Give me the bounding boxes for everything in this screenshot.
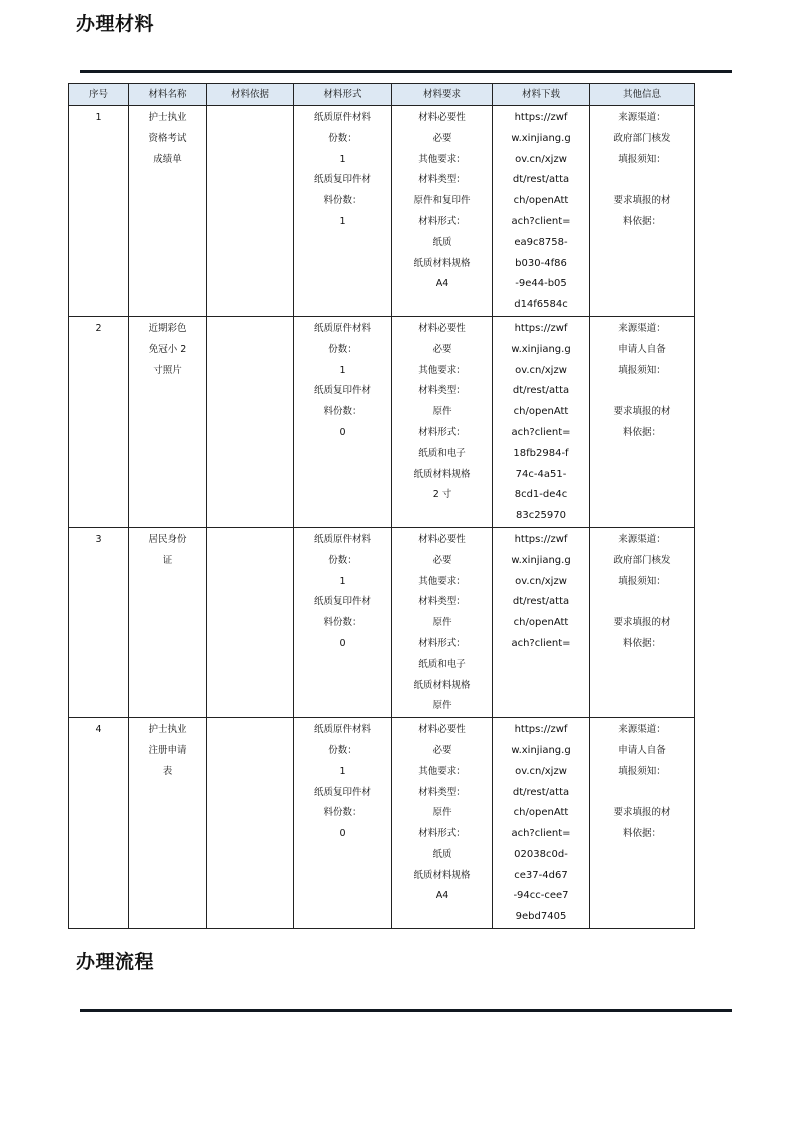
material-requirement-line: 材料形式：: [418, 426, 466, 438]
material-other-line: 要求填报的材: [613, 617, 671, 629]
material-name-line: 证: [162, 554, 173, 566]
material-requirement-line: 材料类型：: [418, 174, 466, 186]
material-other-line: 料依据：: [622, 215, 661, 227]
material-requirement-line: 材料必要性: [418, 724, 466, 736]
material-download-line[interactable]: ach?client=: [511, 828, 571, 840]
material-download-line[interactable]: w.xinjiang.g: [511, 343, 571, 355]
material-download-line[interactable]: d14f6584c: [514, 299, 568, 311]
material-form-line: 份数：: [328, 744, 357, 756]
material-download-line[interactable]: ch/openAtt: [513, 406, 569, 418]
material-form-line: 1: [339, 364, 346, 376]
material-form-line: 纸质原件材料: [313, 322, 371, 334]
material-download-line[interactable]: ach?client=: [511, 637, 571, 649]
material-requirement-line: A4: [435, 890, 449, 902]
material-download-line[interactable]: ov.cn/xjzw: [515, 364, 567, 376]
name-cell: [129, 316, 207, 527]
other-cell: [590, 527, 695, 717]
row-index: 4: [95, 724, 102, 736]
material-download-line[interactable]: ch/openAtt: [513, 195, 569, 207]
material-form-line: 0: [339, 637, 346, 649]
material-requirement-line: 材料类型：: [418, 385, 466, 397]
material-other-line: [590, 592, 694, 613]
material-download-line[interactable]: -94cc-cee7: [513, 890, 569, 902]
material-form-line: 1: [339, 575, 346, 587]
material-download-line[interactable]: https://zwf: [514, 533, 568, 545]
material-requirement-line: 材料类型：: [418, 596, 466, 608]
material-requirement-line: 其他要求：: [418, 153, 466, 165]
requirements-cell: [392, 718, 493, 929]
material-name-line: 注册申请: [148, 744, 187, 756]
material-download-line[interactable]: -9e44-b05: [515, 278, 567, 290]
material-other-line: 来源渠道：: [618, 533, 666, 545]
material-requirement-line: A4: [435, 278, 449, 290]
material-download-line[interactable]: w.xinjiang.g: [511, 132, 571, 144]
basis-cell: [207, 718, 294, 929]
form-cell: [294, 316, 392, 527]
form-cell: [294, 106, 392, 317]
material-form-line: 1: [339, 765, 346, 777]
material-form-line: 纸质原件材料: [313, 112, 371, 123]
table-row: [69, 718, 695, 929]
material-requirement-line: 材料必要性: [418, 112, 466, 123]
material-requirement-line: 纸质和电子: [418, 447, 466, 459]
material-download-line[interactable]: ch/openAtt: [513, 807, 569, 819]
download-cell[interactable]: [493, 718, 590, 929]
material-other-line: [590, 783, 694, 804]
material-other-line: 填报须知：: [618, 153, 666, 165]
material-download-line[interactable]: ea9c8758-: [514, 236, 568, 248]
material-name-line: 成绩单: [153, 153, 182, 165]
basis-cell: [207, 316, 294, 527]
download-cell[interactable]: [493, 316, 590, 527]
material-requirement-line: 纸质: [432, 848, 452, 860]
material-other-line: 要求填报的材: [613, 195, 671, 207]
material-form-line: 料份数：: [323, 195, 362, 207]
material-requirement-line: 必要: [432, 132, 452, 144]
material-requirement-line: 原件: [432, 617, 452, 629]
column-header-form: 材料形式: [294, 84, 392, 106]
row-index-cell: [69, 718, 129, 929]
column-header-index: 序号: [69, 84, 129, 106]
material-other-line: 来源渠道：: [618, 724, 666, 736]
name-cell: [129, 527, 207, 717]
material-requirement-line: 其他要求：: [418, 575, 466, 587]
row-index-cell: [69, 316, 129, 527]
download-cell[interactable]: [493, 106, 590, 317]
table-row: [69, 527, 695, 717]
download-cell[interactable]: [493, 527, 590, 717]
material-form-line: 0: [339, 828, 346, 840]
row-index-cell: [69, 527, 129, 717]
material-download-line[interactable]: b030-4f86: [515, 257, 567, 269]
material-other-line: 来源渠道：: [618, 112, 666, 123]
row-index: 1: [95, 112, 102, 123]
material-other-line: 料依据：: [622, 426, 661, 438]
material-other-line: 来源渠道：: [618, 322, 666, 334]
material-other-line: 料依据：: [622, 637, 661, 649]
material-download-line[interactable]: dt/rest/atta: [512, 385, 570, 397]
material-other-line: 填报须知：: [618, 364, 666, 376]
section-divider: [80, 1009, 732, 1012]
material-requirement-line: 纸质: [432, 236, 452, 248]
material-requirement-line: 必要: [432, 554, 452, 566]
material-download-line[interactable]: ov.cn/xjzw: [515, 765, 567, 777]
material-form-line: 纸质复印件材: [313, 385, 371, 397]
material-requirement-line: 纸质材料规格: [413, 679, 471, 691]
material-other-line: 政府部门核发: [613, 554, 671, 566]
material-requirement-line: 其他要求：: [418, 364, 466, 376]
material-requirement-line: 材料类型：: [418, 786, 466, 798]
material-download-line[interactable]: https://zwf: [514, 112, 568, 123]
material-form-line: 1: [339, 215, 346, 227]
material-download-line[interactable]: ce37-4d67: [514, 869, 568, 881]
material-other-line: 申请人自备: [618, 744, 666, 756]
material-name-line: 护士执业: [148, 112, 187, 123]
requirements-cell: [392, 106, 493, 317]
material-download-line[interactable]: 9ebd7405: [515, 911, 567, 923]
material-form-line: 份数：: [328, 343, 357, 355]
material-other-line: 要求填报的材: [613, 807, 671, 819]
material-requirement-line: 材料必要性: [418, 533, 466, 545]
material-name-line: 免冠小 2: [148, 343, 187, 355]
material-other-line: 料依据：: [622, 828, 661, 840]
row-index: 2: [95, 322, 102, 334]
section-title-materials: 办理材料: [76, 13, 155, 35]
material-form-line: 纸质原件材料: [313, 724, 371, 736]
table-row: [69, 316, 695, 527]
basis-cell: [207, 106, 294, 317]
material-other-line: 政府部门核发: [613, 132, 671, 144]
table-header-row: [69, 84, 695, 106]
material-download-line[interactable]: dt/rest/atta: [512, 786, 570, 798]
material-download-line[interactable]: 02038c0d-: [514, 848, 568, 860]
material-download-line[interactable]: https://zwf: [514, 724, 568, 736]
material-requirement-line: 必要: [432, 343, 452, 355]
material-requirement-line: 材料形式：: [418, 828, 466, 840]
material-download-line[interactable]: https://zwf: [514, 322, 568, 334]
material-form-line: 份数：: [328, 554, 357, 566]
other-cell: [590, 106, 695, 317]
material-requirement-line: 纸质材料规格: [413, 468, 471, 480]
column-header-name: 材料名称: [129, 84, 207, 106]
section-title-process: 办理流程: [76, 951, 155, 973]
material-form-line: 纸质复印件材: [313, 786, 371, 798]
material-requirement-line: 原件: [432, 807, 452, 819]
material-download-line[interactable]: ov.cn/xjzw: [515, 575, 567, 587]
material-other-line: 填报须知：: [618, 765, 666, 777]
material-download-line[interactable]: 18fb2984-f: [513, 447, 569, 459]
material-requirement-line: 纸质材料规格: [413, 257, 471, 269]
material-download-line[interactable]: 74c-4a51-: [515, 468, 567, 480]
requirements-cell: [392, 527, 493, 717]
other-cell: [590, 718, 695, 929]
material-name-line: 资格考试: [148, 132, 187, 144]
material-requirement-line: 材料形式：: [418, 215, 466, 227]
material-name-line: 近期彩色: [148, 322, 187, 334]
basis-cell: [207, 527, 294, 717]
row-index: 3: [95, 533, 102, 545]
material-other-line: 申请人自备: [618, 343, 666, 355]
material-form-line: 料份数：: [323, 406, 362, 418]
material-requirement-line: 材料形式：: [418, 637, 466, 649]
material-download-line[interactable]: 83c25970: [515, 510, 567, 522]
material-requirement-line: 其他要求：: [418, 765, 466, 777]
name-cell: [129, 718, 207, 929]
material-download-line[interactable]: w.xinjiang.g: [511, 744, 571, 756]
requirements-cell: [392, 316, 493, 527]
column-header-basis: 材料依据: [207, 84, 294, 106]
material-download-line[interactable]: dt/rest/atta: [512, 174, 570, 186]
material-name-line: 居民身份: [148, 533, 187, 545]
material-requirement-line: 原件和复印件: [413, 195, 471, 207]
form-cell: [294, 527, 392, 717]
table-row: [69, 106, 695, 317]
material-requirement-line: 原件: [432, 406, 452, 418]
material-name-line: 寸照片: [153, 364, 182, 376]
section-divider: [80, 70, 732, 73]
material-form-line: 0: [339, 426, 346, 438]
other-cell: [590, 316, 695, 527]
material-other-line: [590, 381, 694, 402]
material-name-line: 护士执业: [148, 724, 187, 736]
material-other-line: 填报须知：: [618, 575, 666, 587]
material-requirement-line: 原件: [432, 700, 452, 712]
material-other-line: [590, 170, 694, 191]
material-form-line: 纸质复印件材: [313, 174, 371, 186]
material-form-line: 料份数：: [323, 807, 362, 819]
material-requirement-line: 2 寸: [432, 489, 452, 501]
materials-table: [68, 83, 695, 929]
material-form-line: 纸质复印件材: [313, 596, 371, 608]
column-header-download: 材料下载: [493, 84, 590, 106]
material-download-line[interactable]: w.xinjiang.g: [511, 554, 571, 566]
column-header-other: 其他信息: [590, 84, 695, 106]
column-header-requirements: 材料要求: [392, 84, 493, 106]
material-form-line: 1: [339, 153, 346, 165]
name-cell: [129, 106, 207, 317]
material-form-line: 料份数：: [323, 617, 362, 629]
row-index-cell: [69, 106, 129, 317]
material-requirement-line: 必要: [432, 744, 452, 756]
material-download-line[interactable]: ach?client=: [511, 215, 571, 227]
material-name-line: 表: [162, 765, 173, 777]
form-cell: [294, 718, 392, 929]
material-requirement-line: 材料必要性: [418, 322, 466, 334]
material-download-line[interactable]: 8cd1-de4c: [514, 489, 568, 501]
material-requirement-line: 纸质和电子: [418, 658, 466, 670]
material-requirement-line: 纸质材料规格: [413, 869, 471, 881]
material-download-line[interactable]: ov.cn/xjzw: [515, 153, 567, 165]
material-download-line[interactable]: ach?client=: [511, 426, 571, 438]
material-download-line[interactable]: ch/openAtt: [513, 617, 569, 629]
material-other-line: 要求填报的材: [613, 406, 671, 418]
material-download-line[interactable]: dt/rest/atta: [512, 596, 570, 608]
material-form-line: 份数：: [328, 132, 357, 144]
material-form-line: 纸质原件材料: [313, 533, 371, 545]
